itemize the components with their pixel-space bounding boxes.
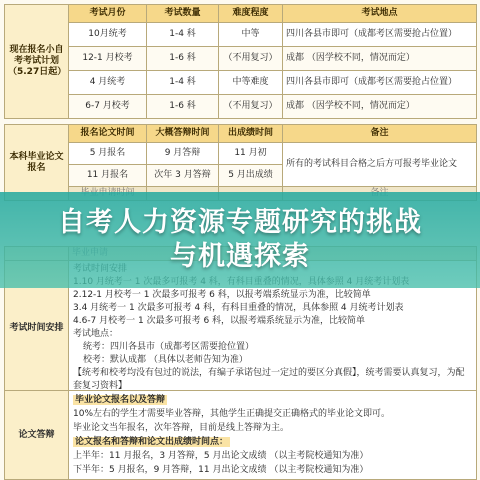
location-title: 考试地点： [73,329,119,339]
cell: 1-4 科 [147,23,219,47]
table-row [5,71,477,95]
cell: （不用复习） [219,47,283,71]
location-line: 统考：四川各县市（成都考区需要抢位置） [83,342,255,352]
exam-plan-table [4,4,477,119]
defense-line: 10%左右的学生才需要毕业答辩，其他学生正确提交正确格式的毕业论文即可。 [73,409,391,419]
cell: 1-6 科 [147,95,219,119]
highlight-text: 论文报名和答辩和论文出成绩时间点： [75,437,229,447]
schedule-line: 2.12-1 月校考一 1 次最多可报考 6 科，以报考端系统显示为准，比较简单 [73,290,371,300]
cell: 4 月统考 [69,71,147,95]
exam-schedule-side-label: 考试时间安排 [5,261,69,396]
header-defense-time: 大概答辩时间 [147,125,219,143]
header-location: 考试地点 [283,5,477,23]
header-exam-month: 考试月份 [69,5,147,23]
defense-line: 上半年：11 月报名，3 月答辩，5 月出论文成绩 （以主考院校通知为准） [73,451,369,461]
cell: 次年 3 月答辩 [147,165,219,187]
thesis-registration-table [4,124,477,201]
header-remarks: 备注 [283,125,477,143]
defense-title [73,393,472,407]
schedule-line: 3.4 月统考一 1 次最多可报考 4 科，有科目重叠的情况，具体参照 4 月统考计划表 [73,303,404,313]
cell: 中等难度 [219,71,283,95]
exam-warning: 【统考和校考均没有包过的说法，有编子承诺包过一定过的要区分真假】，统考需要认真复习，为配套复习资料】 [73,368,465,391]
cell: 四川各县市即可（成都考区需要抢占位置） [283,71,477,95]
cell: 9 月答辩 [147,143,219,165]
title-banner [0,192,480,288]
cell: 10月统考 [69,23,147,47]
table-row [5,143,477,165]
cell: 5 月报名 [69,143,147,165]
cell: 四川各县市即可（成都考区需要抢占位置） [283,23,477,47]
header-exam-count: 考试数量 [147,5,219,23]
cell: 11 月报名 [69,165,147,187]
defense-line: 毕业论文当年报名，次年答辩，目前是线上答辩为主。 [73,423,290,433]
cell: 6-7 月校考 [69,95,147,119]
timeline-title [73,435,472,449]
defense-line: 下半年：5 月报名，9 月答辩，11 月出论文成绩 （以主考院校通知为准） [73,465,369,475]
header-difficulty: 难度程度 [219,5,283,23]
thesis-side-label: 本科毕业论文报名 [5,125,69,201]
table-row [5,23,477,47]
cell: 5 月出成绩 [219,165,283,187]
table-row [5,95,477,119]
thesis-defense-content [69,391,477,480]
exam-plan-side-label: 现在报名小自考考试计划（5.27日起） [5,5,69,119]
cell: 成都 （因学校不同，情况而定） [283,95,477,119]
cell: 1-4 科 [147,71,219,95]
cell: 12-1 月校考 [69,47,147,71]
cell: 11 月初 [219,143,283,165]
highlight-text: 毕业论文报名以及答辩 [75,395,166,405]
thesis-defense-side-label: 论文答辩 [5,391,69,480]
cell: 中等 [219,23,283,47]
schedule-line: 4.6-7 月校考一 1 次最多可报考 6 科，以报考端系统显示为准，比较简单 [73,316,366,326]
banner-title-line2: 与机遇探索 [170,241,310,272]
cell: 1-6 科 [147,47,219,71]
thesis-note: 所有的考试科目合格之后方可报考毕业论文 [283,143,477,187]
header-result-time: 出成绩时间 [219,125,283,143]
thesis-defense-table [4,390,477,480]
table-row [5,47,477,71]
header-thesis-registration: 报名论文时间 [69,125,147,143]
table-row [5,391,477,480]
location-line: 校考：默认成都 （具体以老师告知为准） [83,355,248,365]
banner-title-line1: 自考人力资源专题研究的挑战 [58,207,422,238]
cell: （不用复习） [219,95,283,119]
cell: 成都 （因学校不同，情况而定） [283,47,477,71]
